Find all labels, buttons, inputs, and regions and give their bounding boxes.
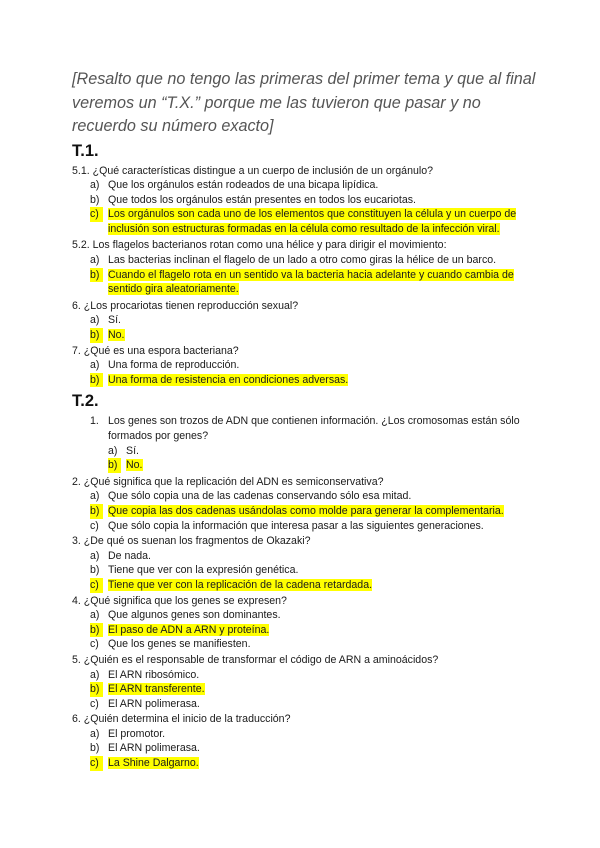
answer-b-highlighted: b) El paso de ADN a ARN y proteína. [90,623,270,636]
answer-c: c) El ARN polimerasa. [90,697,200,710]
answer-b-highlighted: b) Una forma de resistencia en condiciones adversas. [90,373,349,386]
question-text: 2. ¿Qué significa que la replicación del ADN es semiconservativa? [72,475,384,488]
question-text: 5.1. ¿Qué características distingue a un cuerpo de inclusión de un orgánulo? [72,164,433,177]
question-7 [72,344,542,388]
question-text: 1. Los genes son trozos de ADN que contienen información. ¿Los cromosomas están sólo formados por genes? [90,415,520,442]
question-t2-5 [72,653,542,711]
answer-c: c) Que los genes se manifiesten. [90,638,251,651]
question-text: 6. ¿Quién determina el inicio de la traducción? [72,713,291,726]
answer-c-highlighted: c) Tiene que ver con la replicación de la cadena retardada. [90,578,373,591]
answer-list [72,358,542,387]
question-text: 5. ¿Quién es el responsable de transformar el código de ARN a aminoácidos? [72,653,439,666]
answer-list [72,178,542,236]
answer-b-highlighted: b) Cuando el flagelo rota en un sentido va la bacteria hacia adelante y cuando cambia de sentido gira aleatoriamente. [90,268,514,296]
answer-list [72,668,542,712]
question-t2-6 [72,712,542,770]
section-title-t1: T.1. [72,141,99,160]
answer-c: c) Que sólo copia la información que interesa pasar a las siguientes generaciones. [90,519,484,532]
answer-a: a) De nada. [90,549,151,562]
answer-a: a) El promotor. [90,727,166,740]
answer-a: a) Que algunos genes son dominantes. [90,609,281,622]
answer-b: b) El ARN polimerasa. [90,742,200,755]
question-text: 5.2. Los flagelos bacterianos rotan como una hélice y para dirigir el movimiento: [72,239,447,252]
question-5-2 [72,238,542,296]
section-title-t2: T.2. [72,392,99,411]
answer-list [72,489,542,533]
answer-list [72,253,542,297]
question-text: 6. ¿Los procariotas tienen reproducción sexual? [72,299,299,312]
answer-list [72,727,542,771]
question-text: 7. ¿Qué es una espora bacteriana? [72,344,239,357]
answer-a: a) Que los orgánulos están rodeados de una bicapa lipídica. [90,179,379,192]
intro-note: [Resalto que no tengo las primeras del primer tema y que al final veremos un “T.X.” porque me las tuvieron que pasar y no recuerdo su número exacto] [72,70,536,135]
answer-list [72,608,542,652]
question-t2-4 [72,594,542,652]
answer-a: a) Las bacterias inclinan el flagelo de un lado a otro como giras la hélice de un barco. [90,254,497,267]
question-5-1 [72,164,542,237]
document-page [72,68,542,771]
answer-a: a) Sí. [108,444,139,457]
question-6 [72,299,542,343]
answer-c-highlighted: c) Los orgánulos son cada uno de los elementos que constituyen la célula y un cuerpo de inclusión son estructuras formadas en la célula como resultado de la infección viral. [90,208,517,235]
question-text: 4. ¿Qué significa que los genes se expresen? [72,594,287,607]
question-t2-2 [72,475,542,533]
answer-list [72,444,542,473]
answer-b-highlighted: b) El ARN transferente. [90,683,205,696]
answer-list [72,549,542,593]
answer-list [72,313,542,342]
answer-c-highlighted: c) La Shine Dalgarno. [90,757,199,770]
answer-b: b) Que todos los orgánulos están presentes en todos los eucariotas. [90,193,416,206]
question-text: 3. ¿De qué os suenan los fragmentos de Okazaki? [72,535,311,548]
answer-b: b) Tiene que ver con la expresión genética. [90,564,299,577]
answer-a: a) Una forma de reproducción. [90,359,240,372]
question-t2-3 [72,534,542,592]
answer-b-highlighted: b) No. [90,329,125,342]
answer-a: a) Sí. [90,314,121,327]
answer-b-highlighted: b) No. [108,459,143,472]
answer-a: a) El ARN ribosómico. [90,668,200,681]
answer-b-highlighted: b) Que copia las dos cadenas usándolas como molde para generar la complementaria. [90,504,504,517]
answer-a: a) Que sólo copia una de las cadenas conservando sólo esa mitad. [90,490,412,503]
question-t2-1 [72,414,542,472]
